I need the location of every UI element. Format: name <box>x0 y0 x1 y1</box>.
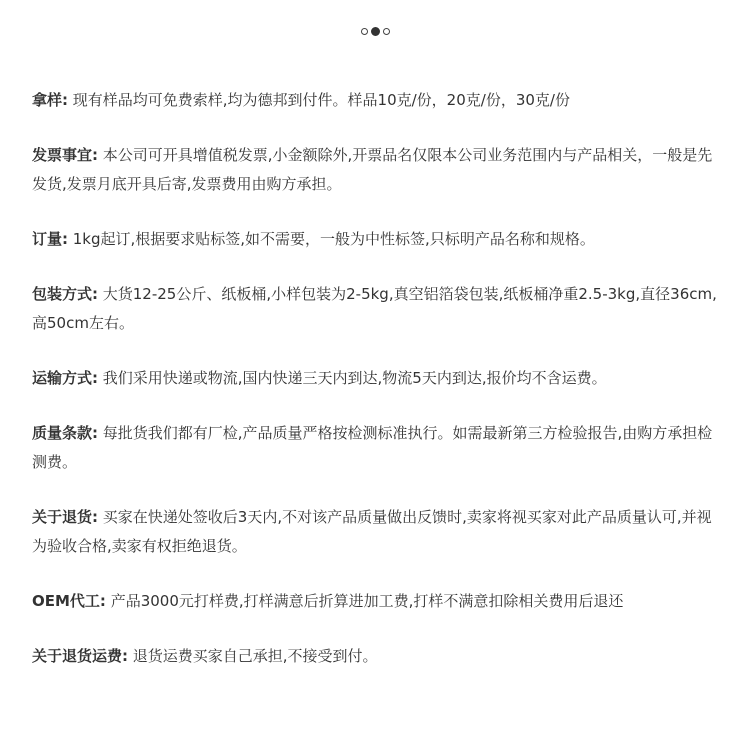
section-text: 每批货我们都有厂检,产品质量严格按检测标准执行。如需最新第三方检验报告,由购方承担检测费。 <box>32 424 713 471</box>
section-label: 发票事宜: <box>32 146 98 164</box>
section-quality <box>32 419 722 477</box>
terms-content <box>32 86 722 697</box>
section-label: 关于退货: <box>32 508 98 526</box>
section-text: 1kg起订,根据要求贴标签,如不需要，一般为中性标签,只标明产品名称和规格。 <box>68 230 595 248</box>
carousel-pager <box>0 28 750 36</box>
pager-dot-active[interactable] <box>371 27 380 36</box>
section-label: 拿样: <box>32 91 68 109</box>
section-label: 包装方式: <box>32 285 98 303</box>
section-label: OEM代工: <box>32 592 106 610</box>
section-returns <box>32 503 722 561</box>
section-packaging <box>32 280 722 338</box>
section-label: 质量条款: <box>32 424 98 442</box>
section-order-quantity <box>32 225 722 254</box>
section-label: 订量: <box>32 230 68 248</box>
section-text: 我们采用快递或物流,国内快递三天内到达,物流5天内到达,报价均不含运费。 <box>98 369 607 387</box>
section-oem <box>32 587 722 616</box>
section-sample <box>32 86 722 115</box>
section-text: 大货12-25公斤、纸板桶,小样包装为2-5kg,真空铝箔袋包装,纸板桶净重2.5-3kg,直径36cm,高50cm左右。 <box>32 285 717 332</box>
section-text: 退货运费买家自己承担,不接受到付。 <box>128 647 378 665</box>
section-text: 现有样品均可免费索样,均为德邦到付件。样品10克/份，20克/份，30克/份 <box>68 91 570 109</box>
section-text: 本公司可开具增值税发票,小金额除外,开票品名仅限本公司业务范围内与产品相关，一般是先发货,发票月底开具后寄,发票费用由购方承担。 <box>32 146 713 193</box>
section-invoice <box>32 141 722 199</box>
section-label: 运输方式: <box>32 369 98 387</box>
pager-dot[interactable] <box>361 28 368 35</box>
section-return-shipping <box>32 642 722 671</box>
section-text: 买家在快递处签收后3天内,不对该产品质量做出反馈时,卖家将视买家对此产品质量认可,并视为验收合格,卖家有权拒绝退货。 <box>32 508 712 555</box>
section-text: 产品3000元打样费,打样满意后折算进加工费,打样不满意扣除相关费用后退还 <box>105 592 624 610</box>
section-label: 关于退货运费: <box>32 647 128 665</box>
section-shipping <box>32 364 722 393</box>
pager-dot[interactable] <box>383 28 390 35</box>
